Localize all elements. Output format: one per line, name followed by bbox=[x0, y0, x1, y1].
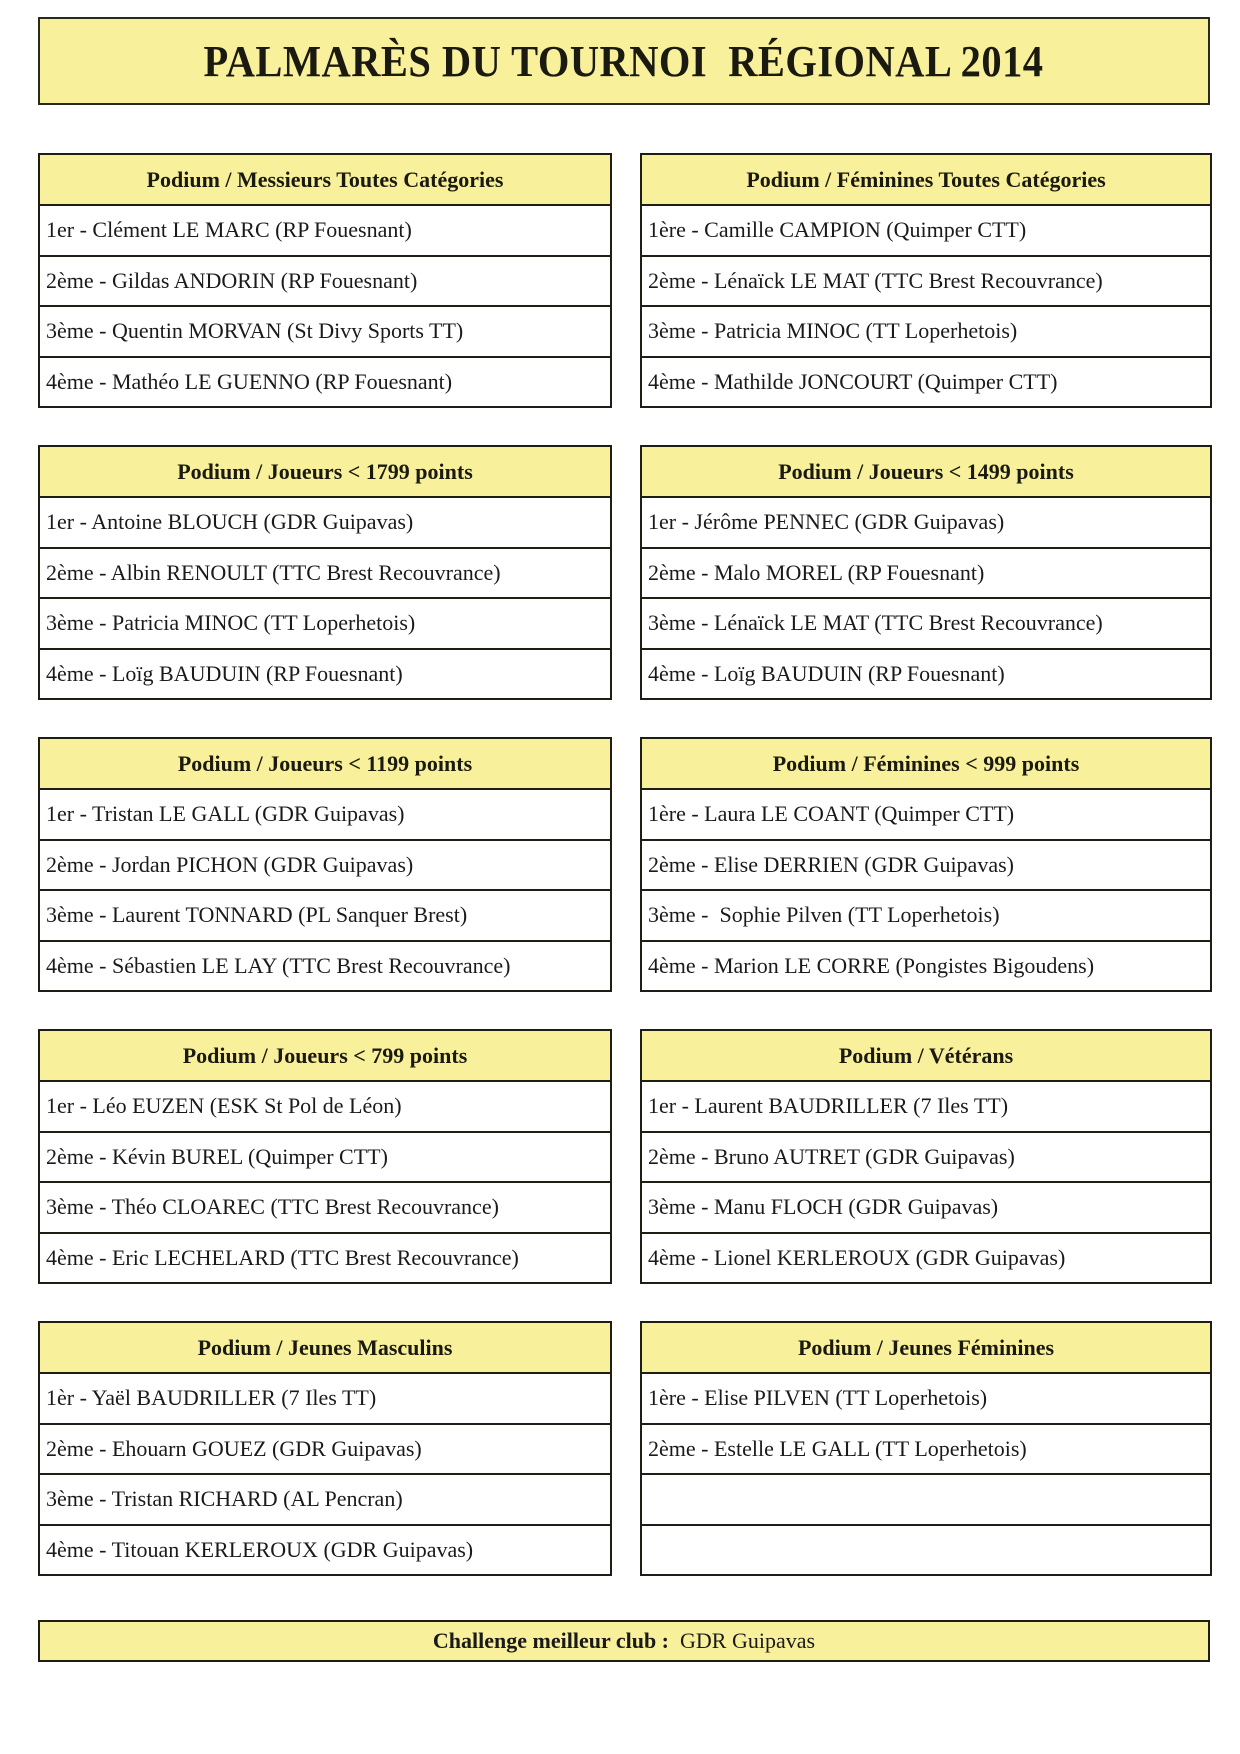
podium-feminines-toutes-categories bbox=[640, 153, 1212, 408]
podium-row: 4ème - Eric LECHELARD (TTC Brest Recouvrance) bbox=[46, 1244, 519, 1270]
podium-row: 3ème - Théo CLOAREC (TTC Brest Recouvrance) bbox=[40, 1183, 610, 1234]
podium-row: 1èr - Yaël BAUDRILLER (7 Iles TT) bbox=[40, 1374, 610, 1425]
podium-row: 4ème - Lionel KERLEROUX (GDR Guipavas) bbox=[648, 1244, 1066, 1270]
podium-row: 4ème - Loïg BAUDUIN (RP Fouesnant) bbox=[46, 660, 403, 686]
podium-row: 2ème - Elise DERRIEN (GDR Guipavas) bbox=[642, 841, 1210, 892]
podium-row: 3ème - Patricia MINOC (TT Loperhetois) bbox=[642, 307, 1210, 358]
best-club-value: GDR Guipavas bbox=[669, 1628, 816, 1653]
podium-row: 4ème - Titouan KERLEROUX (GDR Guipavas) bbox=[46, 1536, 474, 1562]
podium-joueurs-1799 bbox=[38, 445, 612, 700]
podium-row: 4ème - Loïg BAUDUIN (RP Fouesnant) bbox=[648, 660, 1005, 686]
podium-row: 2ème - Bruno AUTRET (GDR Guipavas) bbox=[642, 1133, 1210, 1184]
podium-header: Podium / Joueurs < 1499 points bbox=[642, 447, 1210, 498]
podium-row: 3ème - Lénaïck LE MAT (TTC Brest Recouvrance) bbox=[642, 599, 1210, 650]
podium-row: 2ème - Albin RENOULT (TTC Brest Recouvrance) bbox=[40, 549, 610, 600]
podium-row: 2ème - Lénaïck LE MAT (TTC Brest Recouvrance) bbox=[642, 257, 1210, 308]
best-club-banner bbox=[38, 1620, 1210, 1662]
podium-row: 3ème - Quentin MORVAN (St Divy Sports TT) bbox=[40, 307, 610, 358]
podium-header: Podium / Joueurs < 799 points bbox=[40, 1031, 610, 1082]
podium-row: 1er - Laurent BAUDRILLER (7 Iles TT) bbox=[642, 1082, 1210, 1133]
podium-row: 1er - Clément LE MARC (RP Fouesnant) bbox=[40, 206, 610, 257]
podium-row: 1ère - Laura LE COANT (Quimper CTT) bbox=[642, 790, 1210, 841]
podium-row: 1er - Tristan LE GALL (GDR Guipavas) bbox=[40, 790, 610, 841]
podium-row: 1er - Jérôme PENNEC (GDR Guipavas) bbox=[642, 498, 1210, 549]
podium-veterans bbox=[640, 1029, 1212, 1284]
podium-row: 1ère - Camille CAMPION (Quimper CTT) bbox=[642, 206, 1210, 257]
podium-joueurs-799 bbox=[38, 1029, 612, 1284]
podium-row: 4ème - Mathilde JONCOURT (Quimper CTT) bbox=[648, 368, 1058, 394]
podium-header: Podium / Joueurs < 1799 points bbox=[40, 447, 610, 498]
podium-row: 1er - Léo EUZEN (ESK St Pol de Léon) bbox=[40, 1082, 610, 1133]
podium-header: Podium / Messieurs Toutes Catégories bbox=[40, 155, 610, 206]
podium-row: 1er - Antoine BLOUCH (GDR Guipavas) bbox=[40, 498, 610, 549]
podium-header: Podium / Vétérans bbox=[642, 1031, 1210, 1082]
podium-jeunes-masculins bbox=[38, 1321, 612, 1576]
podium-joueurs-1199 bbox=[38, 737, 612, 992]
podium-row: 3ème - Sophie Pilven (TT Loperhetois) bbox=[642, 891, 1210, 942]
title-banner bbox=[38, 17, 1210, 105]
podium-feminines-999 bbox=[640, 737, 1212, 992]
podium-jeunes-feminines bbox=[640, 1321, 1212, 1576]
podium-row: 4ème - Mathéo LE GUENNO (RP Fouesnant) bbox=[46, 368, 453, 394]
podium-joueurs-1499 bbox=[640, 445, 1212, 700]
podium-row: 2ème - Ehouarn GOUEZ (GDR Guipavas) bbox=[40, 1425, 610, 1476]
podium-row: 1ère - Elise PILVEN (TT Loperhetois) bbox=[642, 1374, 1210, 1425]
podium-header: Podium / Féminines Toutes Catégories bbox=[642, 155, 1210, 206]
podium-row: 4ème - Sébastien LE LAY (TTC Brest Recouvrance) bbox=[46, 952, 511, 978]
podium-row: 2ème - Malo MOREL (RP Fouesnant) bbox=[642, 549, 1210, 600]
podium-header: Podium / Jeunes Féminines bbox=[642, 1323, 1210, 1374]
podium-row-empty bbox=[642, 1475, 1210, 1526]
podium-row: 3ème - Manu FLOCH (GDR Guipavas) bbox=[642, 1183, 1210, 1234]
podium-row: 2ème - Kévin BUREL (Quimper CTT) bbox=[40, 1133, 610, 1184]
podium-row: 2ème - Jordan PICHON (GDR Guipavas) bbox=[40, 841, 610, 892]
podium-row-empty bbox=[642, 1526, 1210, 1575]
podium-header: Podium / Féminines < 999 points bbox=[642, 739, 1210, 790]
podium-messieurs-toutes-categories bbox=[38, 153, 612, 408]
podium-header: Podium / Joueurs < 1199 points bbox=[40, 739, 610, 790]
page-title: PALMARÈS DU TOURNOI RÉGIONAL 2014 bbox=[204, 36, 1044, 86]
podium-row: 2ème - Gildas ANDORIN (RP Fouesnant) bbox=[40, 257, 610, 308]
best-club-label: Challenge meilleur club : bbox=[432, 1628, 670, 1653]
podium-row: 3ème - Laurent TONNARD (PL Sanquer Brest) bbox=[40, 891, 610, 942]
podium-header: Podium / Jeunes Masculins bbox=[40, 1323, 610, 1374]
podium-row: 2ème - Estelle LE GALL (TT Loperhetois) bbox=[642, 1425, 1210, 1476]
podium-row: 3ème - Tristan RICHARD (AL Pencran) bbox=[40, 1475, 610, 1526]
podium-row: 3ème - Patricia MINOC (TT Loperhetois) bbox=[40, 599, 610, 650]
podium-row: 4ème - Marion LE CORRE (Pongistes Bigoudens) bbox=[648, 952, 1095, 978]
